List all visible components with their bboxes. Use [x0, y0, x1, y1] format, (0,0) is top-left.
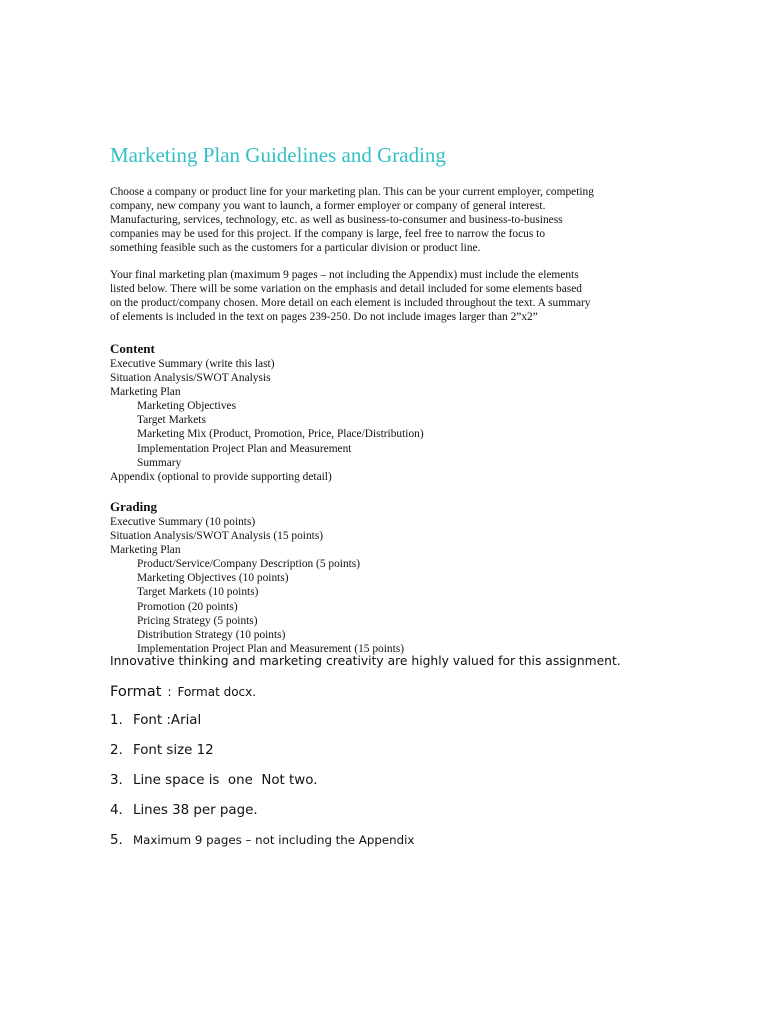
format-list-item — [110, 803, 258, 818]
requirements-line: of elements is included in the text on pages 239-250. Do not include images larger than 2”x2” — [110, 311, 538, 324]
list-text: Lines 38 per page. — [133, 803, 258, 818]
grading-subitem: Target Markets (10 points) — [137, 586, 259, 599]
format-list-item — [110, 713, 201, 728]
content-subitem: Marketing Objectives — [137, 400, 237, 413]
list-number: 5. — [110, 833, 123, 848]
format-line — [110, 683, 256, 700]
requirements-line: on the product/company chosen. More detail on each element is included throughout the text. A summary — [110, 297, 591, 310]
format-list-item — [110, 833, 414, 848]
requirements-line: listed below. There will be some variation on the emphasis and detail included for some elements based — [110, 283, 582, 296]
grading-heading: Grading — [110, 499, 157, 514]
format-colon: : — [167, 685, 172, 699]
grading-subitem: Marketing Objectives (10 points) — [137, 572, 289, 585]
grading-item: Marketing Plan — [110, 544, 181, 557]
list-text: Font size 12 — [133, 743, 214, 758]
grading-item: Executive Summary (10 points) — [110, 516, 256, 528]
list-number: 4. — [110, 803, 123, 818]
document-title: Marketing Plan Guidelines and Grading — [110, 143, 446, 167]
intro-line: companies may be used for this project. If the company is large, feel free to narrow the focus to — [110, 228, 546, 241]
grading-list — [110, 515, 404, 656]
grading-subitem: Implementation Project Plan and Measurement (15 points) — [137, 642, 404, 655]
intro-line: Choose a company or product line for your marketing plan. This can be your current employer, competing — [110, 186, 594, 198]
content-item: Situation Analysis/SWOT Analysis — [110, 372, 271, 385]
content-subitem: Target Markets — [137, 414, 206, 427]
content-subitem: Summary — [137, 456, 182, 469]
content-subitem: Marketing Mix (Product, Promotion, Price, Place/Distribution) — [137, 428, 424, 441]
list-text: Line space is one Not two. — [133, 773, 318, 788]
list-text: Font :Arial — [133, 713, 202, 728]
list-number: 2. — [110, 743, 123, 758]
list-number: 1. — [110, 713, 123, 728]
grading-subitem: Distribution Strategy (10 points) — [137, 628, 286, 641]
list-number: 3. — [110, 773, 123, 788]
format-list-item — [110, 773, 317, 788]
innovation-note: Innovative thinking and marketing creativity are highly valued for this assignment. — [110, 654, 621, 668]
format-value: Format docx. — [177, 685, 257, 699]
content-heading: Content — [110, 341, 155, 356]
intro-paragraph — [110, 185, 670, 255]
grading-item: Situation Analysis/SWOT Analysis (15 points) — [110, 530, 324, 543]
requirements-paragraph — [110, 268, 670, 324]
content-item: Appendix (optional to provide supporting detail) — [110, 470, 332, 483]
intro-line: something feasible such as the customers for a particular division or product line. — [110, 242, 481, 255]
intro-line: Manufacturing, services, technology, etc. as well as business-to-consumer and business-to-business — [110, 214, 563, 227]
format-list-item — [110, 743, 214, 758]
grading-subitem: Pricing Strategy (5 points) — [137, 614, 258, 627]
requirements-line: Your final marketing plan (maximum 9 pages – not including the Appendix) must include the elements — [110, 269, 579, 281]
format-label: Format — [110, 683, 162, 700]
grading-subitem: Promotion (20 points) — [137, 600, 238, 613]
content-subitem: Implementation Project Plan and Measurement — [137, 442, 352, 455]
content-item: Marketing Plan — [110, 386, 181, 399]
list-text: Maximum 9 pages – not including the Appendix — [133, 833, 415, 847]
content-item: Executive Summary (write this last) — [110, 358, 275, 370]
intro-line: company, new company you want to launch, a former employer or company of general interest. — [110, 200, 546, 213]
grading-subitem: Product/Service/Company Description (5 points) — [137, 558, 361, 571]
content-list — [110, 357, 424, 484]
